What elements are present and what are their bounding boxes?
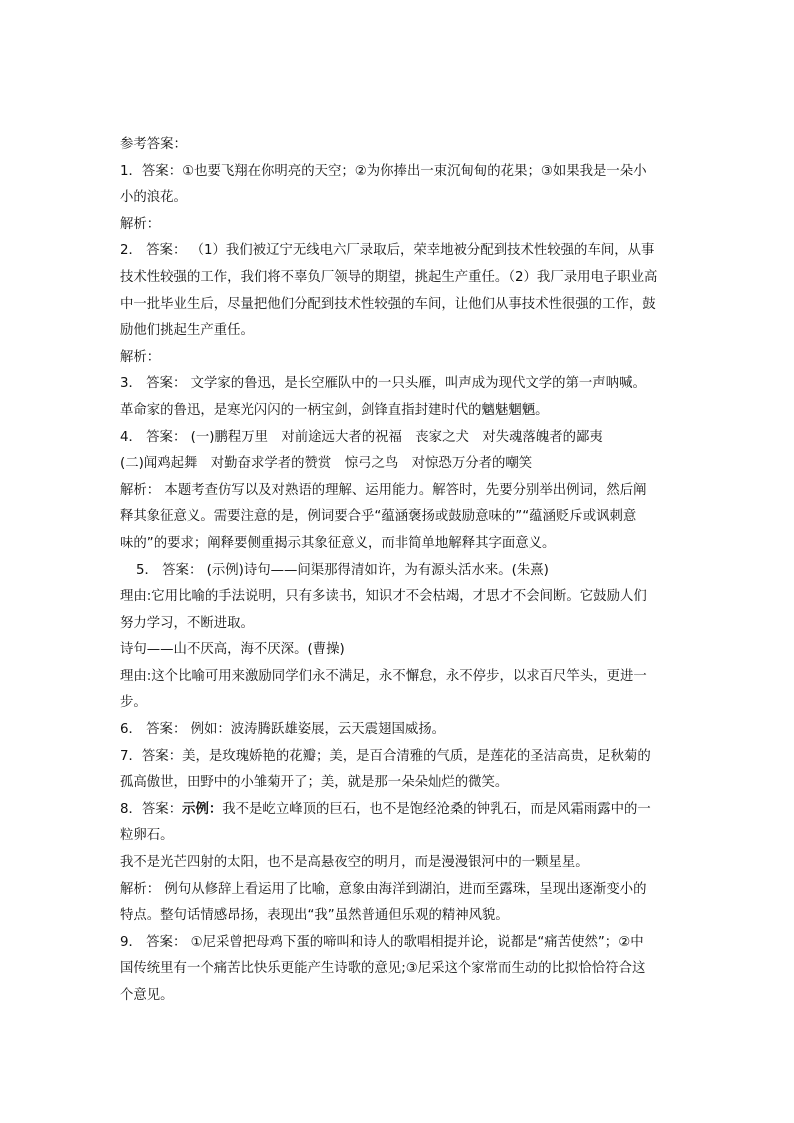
analysis-4-line-3: 味的”的要求；阐释要侧重揭示其象征意义，而非简单地解释其字面意义。: [120, 535, 556, 551]
answer-5-line-4: 诗句——山不厌高，海不厌深。(曹操): [120, 642, 345, 658]
answer-9-line-2: 国传统里有一个痛苦比快乐更能产生诗歌的意见;③尼采这个家常而生动的比拟恰恰符合这: [120, 961, 646, 977]
answer-9-line-1: 9． 答案： ①尼采曾把母鸡下蛋的啼叫和诗人的歌唱相提并论，说都是“痛苦使然”；②中: [120, 934, 644, 950]
answer-7-line-2: 孤高傲世，田野中的小雏菊开了；美，就是那一朵朵灿烂的微笑。: [120, 775, 509, 791]
answer-1-line-1: 1．答案：①也要飞翔在你明亮的天空；②为你捧出一束沉甸甸的花果；③如果我是一朵小: [120, 163, 647, 179]
answer-8-line-2: 粒卵石。: [120, 828, 174, 844]
analysis-4-line-1: 解析： 本题考查仿写以及对熟语的理解、运用能力。解答时，先要分别举出例词，然后阐: [120, 482, 647, 498]
analysis-2: 解析：: [120, 349, 161, 365]
answer-8-line-1: [120, 797, 680, 824]
answer-5-line-5: 理由:这个比喻可用来激励同学们永不满足，永不懈怠，永不停步，以求百尺竿头，更进一: [120, 668, 647, 684]
answer-2-line-4: 励他们挑起生产重任。: [120, 323, 254, 339]
answer-2-line-2: 技术性较强的工作，我们将不辜负厂领导的期望，挑起生产重任。（2）我厂录用电子职业高: [120, 269, 658, 285]
example-label: 示例：: [182, 801, 223, 817]
analysis-8-line-2: 特点。整句话情感昂扬，表现出“我”虽然普通但乐观的精神风貌。: [120, 908, 509, 924]
answer-6: 6． 答案： 例如：波涛腾跃雄姿展，云天震翅国威扬。: [120, 722, 446, 738]
answer-5-line-6: 步。: [120, 695, 147, 711]
answer-2-line-1: 2． 答案： （1）我们被辽宁无线电六厂录取后，荣幸地被分配到技术性较强的车间，从事: [120, 243, 655, 259]
answer-8-line-3: 我不是光芒四射的太阳，也不是高悬夜空的明月，而是漫漫银河中的一颗星星。: [120, 855, 589, 871]
answer-3-line-2: 革命家的鲁迅，是寒光闪闪的一柄宝剑，剑锋直指封建时代的魑魅魍魉。: [120, 402, 549, 418]
answer-5-line-1: 5． 答案： (示例)诗句——问渠那得清如许，为有源头活水来。(朱熹): [136, 562, 549, 578]
analysis-8-line-1: 解析： 例句从修辞上看运用了比喻，意象由海洋到湖泊，进而至露珠，呈现出逐渐变小的: [120, 881, 647, 897]
answer-4-line-2: (二)闻鸡起舞 对勤奋求学者的赞赏 惊弓之鸟 对惊恐万分者的嘲笑: [120, 456, 533, 472]
answer-4-line-1: 4． 答案： (一)鹏程万里 对前途远大者的祝福 丧家之犬 对失魂落魄者的鄙夷: [120, 429, 603, 445]
answer-7-line-1: 7．答案：美，是玫瑰娇艳的花瓣；美，是百合清雅的气质，是莲花的圣洁高贵，足秋菊的: [120, 748, 651, 764]
answer-8-prefix: 8．答案：: [120, 801, 183, 817]
answer-5-line-3: 努力学习，不断进取。: [120, 615, 254, 631]
answer-1-line-2: 小的浪花。: [120, 190, 187, 206]
answer-document: [120, 132, 680, 1010]
answer-9-line-3: 个意见。: [120, 988, 174, 1003]
answer-5-line-2: 理由:它用比喻的手法说明，只有多读书，知识才不会枯竭，才思才不会间断。它鼓励人们: [120, 589, 647, 605]
answer-8-text: 我不是屹立峰顶的巨石，也不是饱经沧桑的钟乳石，而是风霜雨露中的一: [222, 801, 651, 817]
analysis-1: 解析：: [120, 216, 161, 232]
answer-3-line-1: 3． 答案： 文学家的鲁迅，是长空雁队中的一只头雁，叫声成为现代文学的第一声呐喊。: [120, 376, 646, 392]
heading: 参考答案：: [120, 137, 187, 152]
answer-2-line-3: 中一批毕业生后，尽量把他们分配到技术性较强的车间，让他们从事技术性很强的工作，鼓: [120, 296, 656, 312]
analysis-4-line-2: 释其象征意义。需要注意的是，例词要合乎“蕴涵褒扬或鼓励意味的”“蕴涵贬斥或讽刺意: [120, 509, 637, 525]
